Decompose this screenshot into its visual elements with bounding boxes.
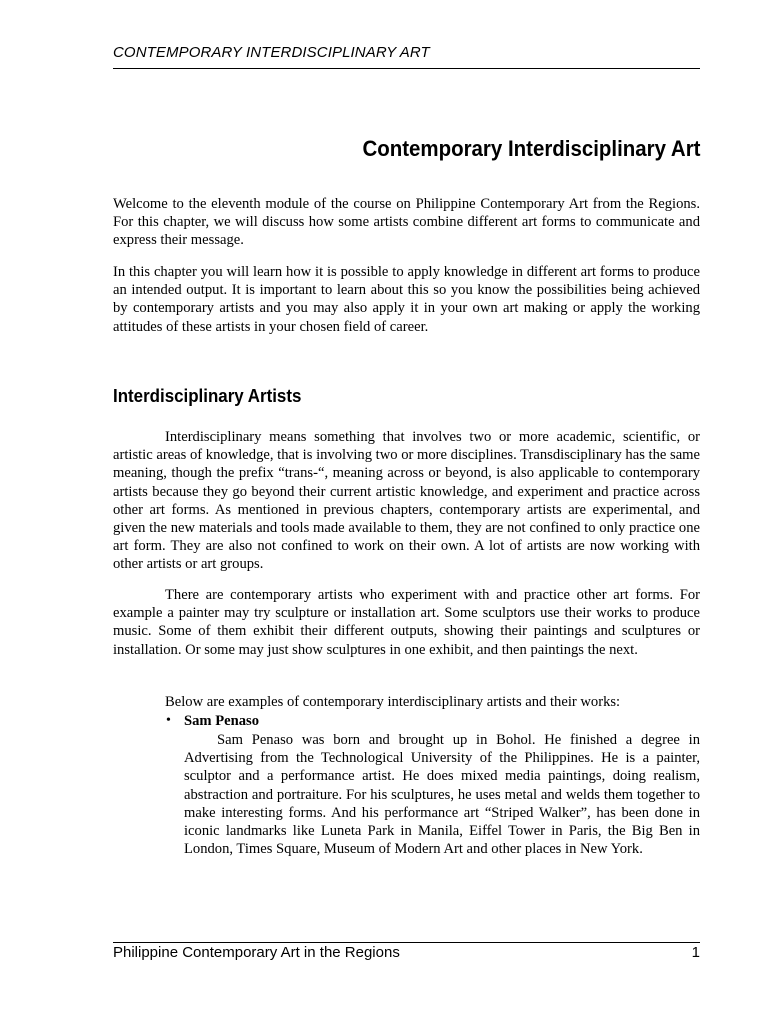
artist-bio: Sam Penaso was born and brought up in Bohol. He finished a degree in Advertising from the Technological University of the Philippines. He is a painter, sculptor and a performance artist. He does mixed media paintings, doing realism, abstraction and portraiture. For his sculptures, he uses metal and welds them together to make interesting forms. And his performance art “Striped Walker”, has been done in iconic landmarks like Luneta Park in Manila, Eiffel Tower in Paris, the Big Ben in London, Times Square, Museum of Modern Art and other places in New York.: [184, 732, 700, 858]
intro-paragraph: Welcome to the eleventh module of the course on Philippine Contemporary Art from the Regions. For this chapter, we will discuss how some artists combine different art forms to communicate and express their message.: [113, 196, 700, 249]
artist-name: Sam Penaso: [184, 713, 259, 729]
section-paragraph: Below are examples of contemporary interdisciplinary artists and their works:: [165, 693, 621, 710]
section-heading: Interdisciplinary Artists: [113, 386, 302, 406]
footer-title: Philippine Contemporary Art in the Regions: [113, 944, 400, 961]
running-header: CONTEMPORARY INTERDISCIPLINARY ART: [113, 44, 430, 61]
footer-divider: [113, 942, 700, 943]
bullet-marker: •: [166, 713, 171, 728]
page-number: 1: [691, 944, 700, 961]
section-paragraph: There are contemporary artists who experiment with and practice other art forms. For example a painter may try sculpture or installation art. Some sculptors use their works to produce music. Some of them exhibit their different outputs, showing their paintings and sculptures or installation. Or some may just show sculptures in one exhibit, and then paintings the next.: [113, 587, 700, 658]
intro-paragraph: In this chapter you will learn how it is possible to apply knowledge in different art forms to produce an intended output. It is important to learn about this so you know the possibilities being achieved by contemporary artists and you may also apply it in your own art making or apply the working attitudes of these artists in your chosen field of career.: [113, 264, 700, 335]
section-paragraph: Interdisciplinary means something that involves two or more academic, scientific, or artistic areas of knowledge, that is involving two or more disciplines. Transdisciplinary has the same meaning, though the prefix “trans-“, meaning across or beyond, is also applicable to contemporary artists because they go beyond their current artistic knowledge, and experiment and practice across other art forms. As mentioned in previous chapters, contemporary artists are experimental, and given the new materials and tools made available to them, they are not confined to only practice one art form. They are also not confined to work on their own. A lot of artists are now working with other artists or art groups.: [113, 429, 700, 573]
header-divider: [113, 68, 700, 69]
chapter-title: Contemporary Interdisciplinary Art: [361, 136, 700, 161]
